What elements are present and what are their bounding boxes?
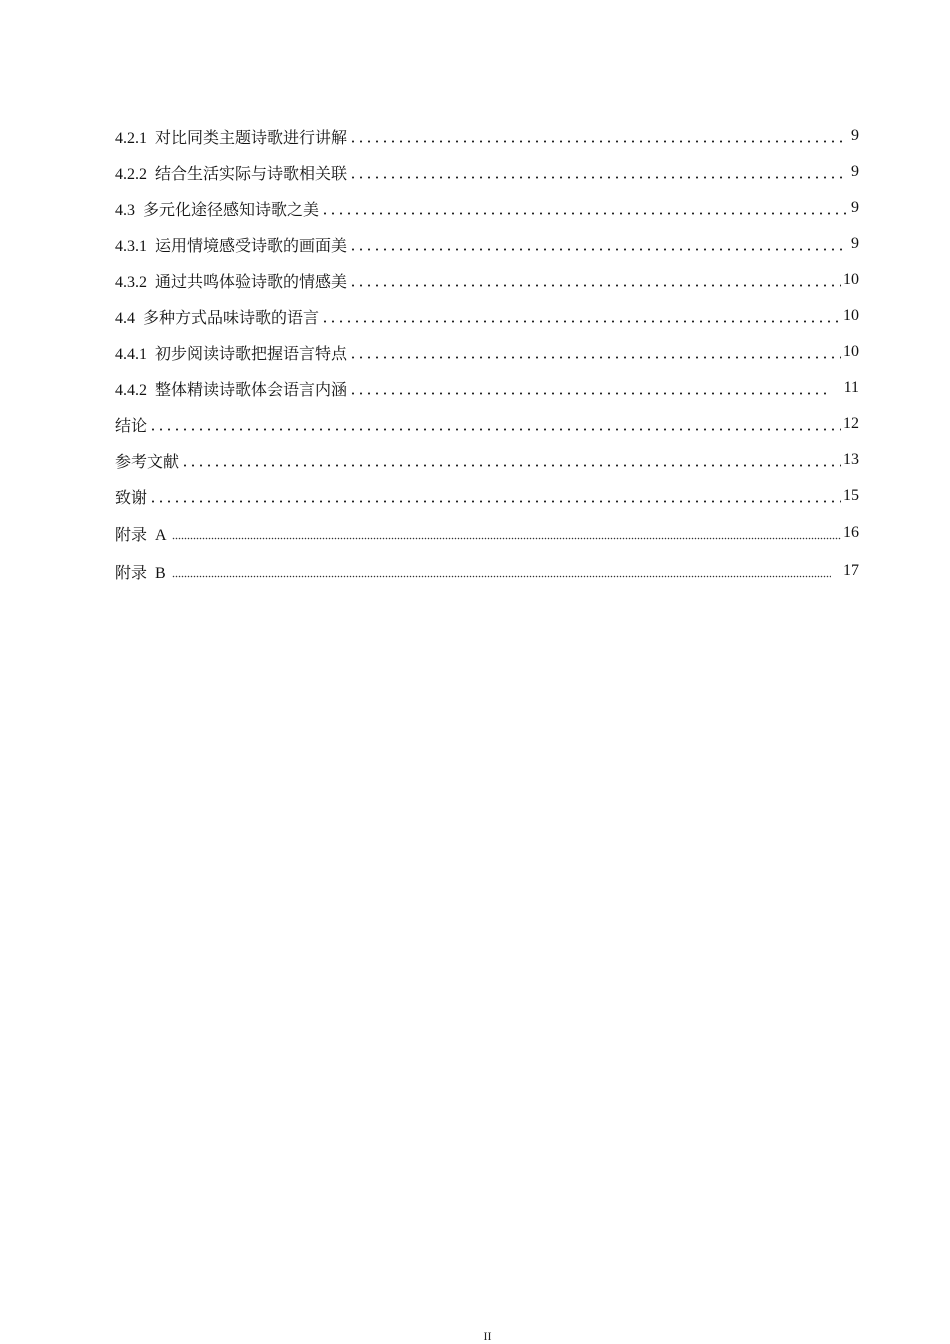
toc-leader-dots bbox=[349, 140, 847, 143]
toc-entry[interactable] bbox=[115, 154, 859, 190]
table-of-contents bbox=[115, 118, 859, 590]
toc-entry-label: 4.4.1 初步阅读诗歌把握语言特点 bbox=[115, 345, 348, 363]
toc-entry-label: 4.2.2 结合生活实际与诗歌相关联 bbox=[115, 165, 348, 183]
toc-entry-label: 4.4 多种方式品味诗歌的语言 bbox=[115, 309, 320, 327]
toc-entry[interactable] bbox=[115, 552, 859, 590]
toc-entry-label: 附录 A bbox=[115, 526, 170, 544]
toc-leader-dots bbox=[349, 392, 832, 395]
toc-leader-dots bbox=[349, 284, 841, 287]
toc-entry-label: 4.3 多元化途径感知诗歌之美 bbox=[115, 201, 320, 219]
toc-entry-label: 4.3.1 运用情境感受诗歌的画面美 bbox=[115, 237, 348, 255]
toc-entry-page: 15 bbox=[843, 487, 859, 504]
toc-entry[interactable] bbox=[115, 406, 859, 442]
toc-entry-label: 结论 bbox=[115, 417, 148, 435]
toc-entry-label: 4.2.1 对比同类主题诗歌进行讲解 bbox=[115, 129, 348, 147]
toc-entry[interactable] bbox=[115, 478, 859, 514]
toc-leader-dots bbox=[149, 428, 841, 431]
page-number: II bbox=[483, 1329, 492, 1343]
toc-entry-page: 9 bbox=[851, 235, 859, 252]
toc-entry[interactable] bbox=[115, 514, 859, 552]
toc-entry[interactable] bbox=[115, 190, 859, 226]
toc-entry-page: 9 bbox=[851, 199, 859, 216]
toc-entry-label: 4.3.2 通过共鸣体验诗歌的情感美 bbox=[115, 273, 348, 291]
toc-entry-page: 13 bbox=[843, 451, 859, 468]
toc-entry[interactable] bbox=[115, 442, 859, 478]
toc-entry-label: 4.4.2 整体精读诗歌体会语言内涵 bbox=[115, 381, 348, 399]
toc-entry-label: 附录 B bbox=[115, 564, 170, 582]
toc-entry-page: 11 bbox=[843, 379, 859, 396]
toc-leader-dots bbox=[349, 248, 847, 251]
toc-entry-label: 致谢 bbox=[115, 489, 148, 507]
toc-entry-page: 16 bbox=[843, 524, 859, 541]
toc-entry[interactable] bbox=[115, 298, 859, 334]
toc-entry-page: 10 bbox=[843, 271, 859, 288]
toc-entry-label: 参考文献 bbox=[115, 453, 180, 471]
toc-leader-dots bbox=[149, 500, 841, 503]
toc-entry-page: 10 bbox=[843, 307, 859, 324]
toc-entry[interactable] bbox=[115, 118, 859, 154]
toc-entry-page: 12 bbox=[843, 415, 859, 432]
toc-leader-dots bbox=[172, 537, 841, 540]
toc-entry[interactable] bbox=[115, 262, 859, 298]
toc-entry-page: 10 bbox=[843, 343, 859, 360]
toc-entry-page: 9 bbox=[851, 127, 859, 144]
toc-entry-page: 17 bbox=[843, 562, 859, 579]
toc-leader-dots bbox=[172, 575, 831, 578]
toc-leader-dots bbox=[349, 356, 841, 359]
toc-entry[interactable] bbox=[115, 334, 859, 370]
toc-leader-dots bbox=[181, 464, 841, 467]
toc-entry-page: 9 bbox=[851, 163, 859, 180]
toc-leader-dots bbox=[349, 176, 847, 179]
toc-entry[interactable] bbox=[115, 370, 859, 406]
toc-leader-dots bbox=[321, 212, 847, 215]
toc-leader-dots bbox=[321, 320, 841, 323]
toc-entry[interactable] bbox=[115, 226, 859, 262]
